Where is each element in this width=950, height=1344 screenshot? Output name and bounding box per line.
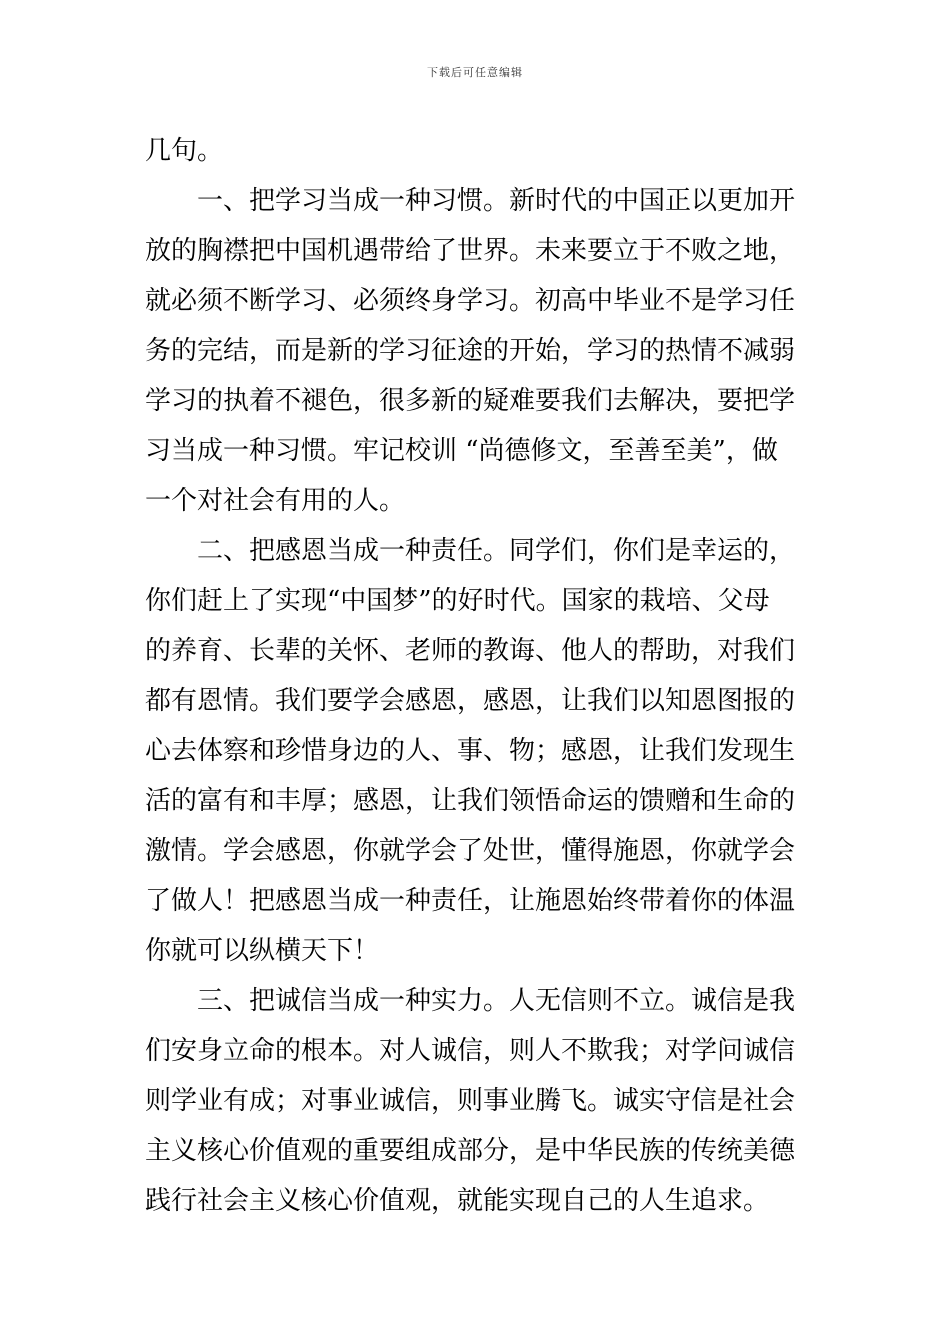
text-line: 一个对社会有用的人。 — [145, 486, 406, 516]
text-line: 活的富有和丰厚；感恩，让我们领悟命运的馈赠和生命的 — [145, 786, 796, 816]
text-line: 务的完结，而是新的学习征途的开始，学习的热情不减弱 — [145, 336, 796, 366]
text-line: 放的胸襟把中国机遇带给了世界。未来要立于不败之地， — [145, 236, 796, 266]
document-body — [145, 126, 810, 1226]
text-line: 激情。学会感恩，你就学会了处世，懂得施恩，你就学会 — [145, 836, 796, 866]
text-line: 的养育、长辈的关怀、老师的教诲、他人的帮助，对我们 — [145, 636, 796, 666]
text-line: 习当成一种习惯。牢记校训 “尚德修文，至善至美”，做 — [145, 436, 778, 466]
header-note: 下载后可任意编辑 — [427, 66, 523, 79]
paragraph-heading-line: 二、把感恩当成一种责任。同学们，你们是幸运的， — [197, 536, 796, 566]
text-line: 心去体察和珍惜身边的人、事、物；感恩，让我们发现生 — [145, 736, 796, 766]
text-line: 主义核心价值观的重要组成部分，是中华民族的传统美德 — [145, 1136, 796, 1166]
paragraph-heading-line: 一、把学习当成一种习惯。新时代的中国正以更加开 — [197, 186, 796, 216]
text-line: 们安身立命的根本。对人诚信，则人不欺我；对学问诚信 — [145, 1036, 796, 1066]
text-line: 几句。 — [145, 136, 224, 166]
text-line: 学习的执着不褪色，很多新的疑难要我们去解决，要把学 — [145, 386, 796, 416]
text-line: 你就可以纵横天下！ — [145, 936, 380, 966]
text-line: 你们赶上了实现“中国梦”的好时代。国家的栽培、父母 — [145, 586, 770, 616]
text-line: 都有恩情。我们要学会感恩，感恩，让我们以知恩图报的 — [145, 686, 796, 716]
text-line: 就必须不断学习、必须终身学习。初高中毕业不是学习任 — [145, 286, 796, 316]
paragraph-heading-line: 三、把诚信当成一种实力。人无信则不立。诚信是我 — [197, 986, 796, 1016]
text-line: 了做人！把感恩当成一种责任，让施恩始终带着你的体温 — [145, 886, 796, 916]
text-line: 则学业有成；对事业诚信，则事业腾飞。诚实守信是社会 — [145, 1086, 796, 1116]
text-line: 践行社会主义核心价值观，就能实现自己的人生追求。 — [145, 1186, 770, 1216]
